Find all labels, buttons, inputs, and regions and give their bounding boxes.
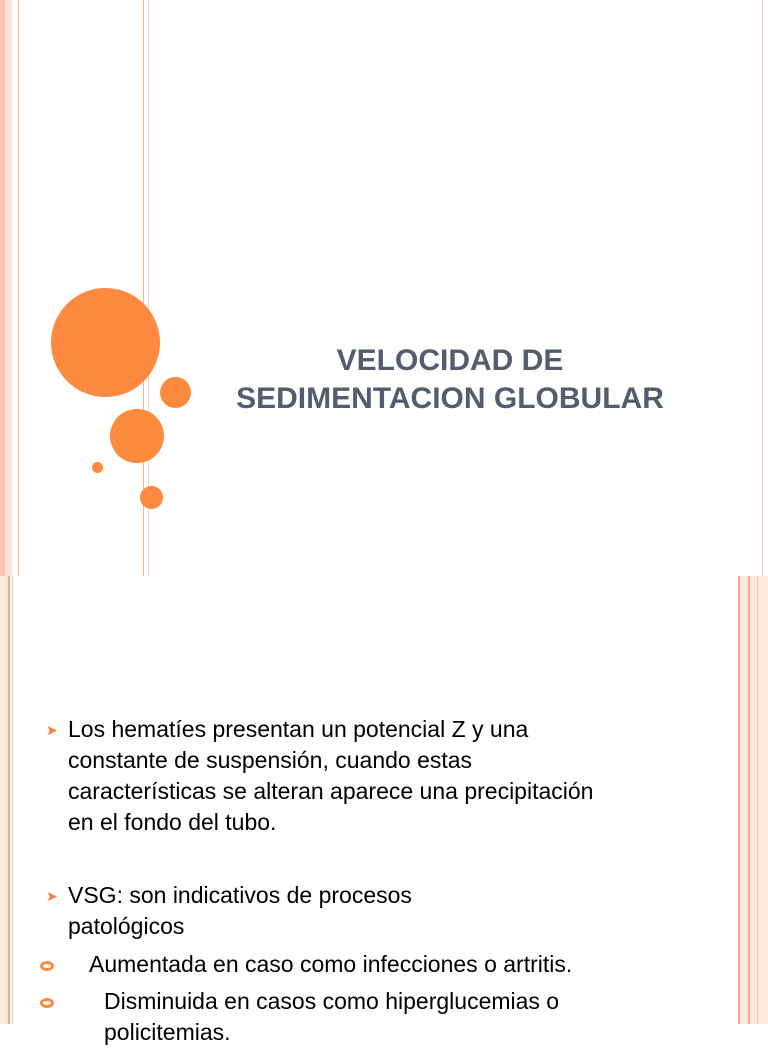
bullet-text-line: policitemias. <box>104 1019 231 1045</box>
decorative-circle-large <box>51 288 160 397</box>
accent-line <box>762 0 763 576</box>
bullet-text <box>104 986 559 1048</box>
accent-line <box>757 576 758 1024</box>
decorative-circle-medium <box>110 409 164 463</box>
bullet-text <box>68 880 412 942</box>
bullet-text-line: Aumentada en caso como infecciones o artritis. <box>89 951 573 977</box>
accent-line <box>8 576 10 1024</box>
bullet-text-line: Disminuida en casos como hiperglucemias o <box>104 988 560 1014</box>
accent-line <box>12 576 13 1024</box>
left-accent-band-dark <box>0 0 5 576</box>
accent-line <box>738 576 740 1024</box>
bullet-text-line: patológicos <box>68 913 185 939</box>
bullet-text-line: constante de suspensión, cuando estas <box>68 747 473 773</box>
accent-line <box>748 576 750 1024</box>
slide-title <box>200 342 700 418</box>
decorative-circle-small <box>160 377 191 408</box>
accent-line <box>18 0 19 576</box>
bullet-item <box>40 949 572 980</box>
bullet-text-line: Los hematíes presentan un potencial Z y una <box>68 716 529 742</box>
right-accent-band <box>738 576 768 1024</box>
bullet-text-line: en el fondo del tubo. <box>68 809 277 835</box>
content-slide <box>0 576 768 1045</box>
bullet-text-line: VSG: son indicativos de procesos <box>68 882 412 908</box>
decorative-circle-tiny <box>92 462 103 473</box>
slide-title-line-2: SEDIMENTACION GLOBULAR <box>236 382 664 415</box>
bullet-text-line: características se alteran aparece una precipitación <box>68 778 594 804</box>
decorative-circle-small <box>140 486 163 509</box>
ring-bullet-icon <box>40 961 54 971</box>
bullet-item <box>46 714 593 838</box>
ring-bullet-icon <box>40 998 54 1008</box>
bullet-text <box>68 714 593 838</box>
bullet-item <box>40 986 559 1048</box>
arrow-bullet-icon: ➤ <box>46 888 58 904</box>
slide-title-line-1: VELOCIDAD DE <box>336 344 564 377</box>
bullet-item <box>46 880 412 942</box>
arrow-bullet-icon: ➤ <box>46 722 58 738</box>
bullet-text <box>89 949 572 980</box>
